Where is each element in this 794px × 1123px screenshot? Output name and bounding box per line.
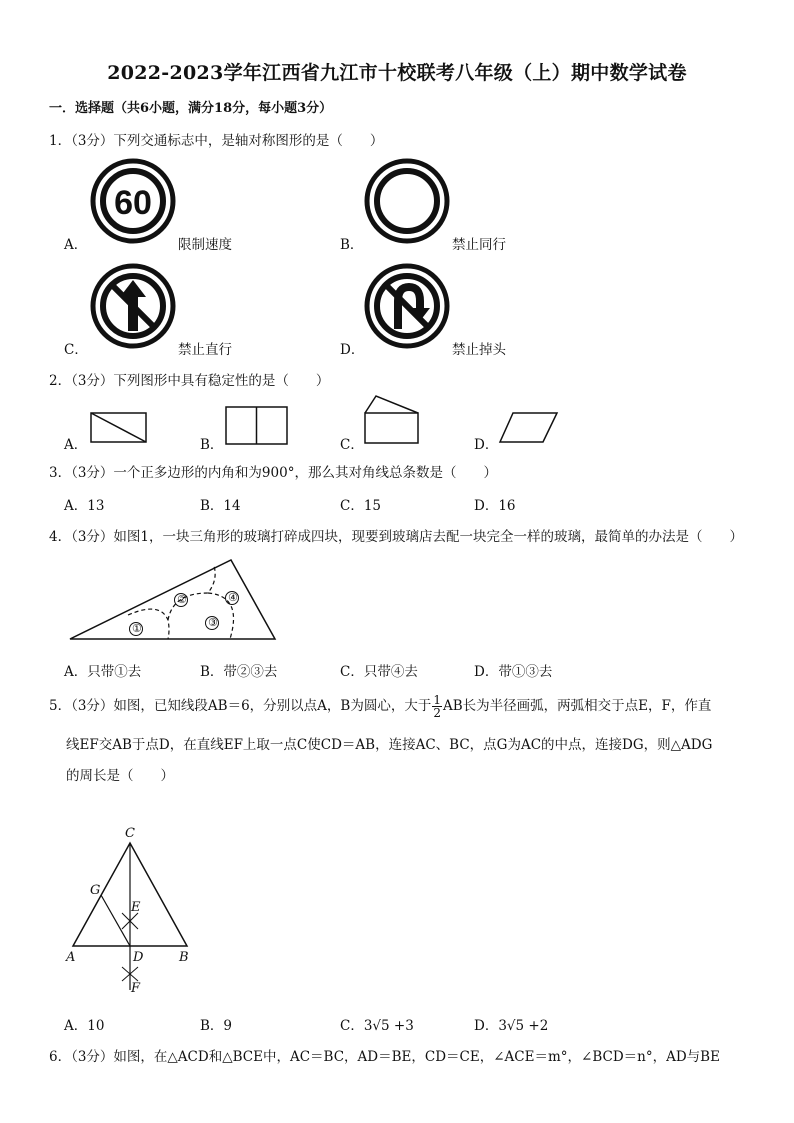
q2-option-b-label: B． bbox=[200, 437, 224, 453]
speed-limit-value: 60 bbox=[114, 184, 152, 222]
rectangle-with-diagonal-icon bbox=[90, 412, 148, 444]
rectangle-split-vertical-icon bbox=[225, 406, 289, 446]
question-3-stem: 3．（3分）一个正多边形的内角和为900°，那么其对角线总条数是（ ） bbox=[49, 465, 497, 481]
q2-option-d-label: D． bbox=[474, 437, 499, 453]
q2-option-a-label: A． bbox=[64, 437, 88, 453]
q4-option-d-text: 带①③去 bbox=[498, 664, 553, 680]
q4-option-d bbox=[474, 660, 552, 680]
q5-point-c-label: C bbox=[125, 826, 135, 841]
q1-option-d-label: D． bbox=[340, 342, 365, 358]
broken-glass-triangle-figure bbox=[68, 558, 278, 642]
q4-option-d-label: D． bbox=[474, 664, 499, 680]
question-4-stem: 4．（3分）如图1，一块三角形的玻璃打碎成四块，现要到玻璃店去配一块完全一样的玻璃，最简单的办法是（ ） bbox=[49, 529, 744, 545]
no-straight-sign-icon bbox=[90, 263, 176, 349]
q4-option-c-text: 只带④去 bbox=[363, 664, 418, 680]
q5-frac-den: 2 bbox=[433, 706, 441, 720]
q1-option-b-label: B． bbox=[340, 237, 364, 253]
q5-point-a-label: A bbox=[66, 950, 76, 965]
q5-point-b-label: B bbox=[179, 950, 189, 965]
parallelogram-icon bbox=[499, 412, 559, 444]
exam-title: 2022-2023学年江西省九江市十校联考八年级（上）期中数学试卷 bbox=[107, 62, 687, 84]
fig4-piece-1-label bbox=[132, 622, 140, 635]
question-5-stem-line1 bbox=[49, 694, 711, 719]
q5-fraction bbox=[432, 694, 442, 719]
q5-option-d-label: D． bbox=[474, 1018, 499, 1034]
rectangle-with-roof-icon bbox=[364, 395, 420, 445]
q1-option-c-caption: 禁止直行 bbox=[178, 342, 232, 358]
q3-option-b-text: 14 bbox=[223, 498, 241, 514]
q5-triangle-figure bbox=[70, 840, 190, 1000]
q4-option-b-label: B． bbox=[200, 664, 224, 680]
question-6-stem: 6．（3分）如图，在△ACD和△BCE中，AC＝BC，AD＝BE，CD＝CE，∠ACE＝m°，∠BCD＝n°，AD与BE bbox=[49, 1049, 720, 1065]
q5-option-c bbox=[340, 1014, 414, 1034]
q3-option-a-text: 13 bbox=[87, 498, 105, 514]
q3-option-c-text: 15 bbox=[363, 498, 382, 514]
no-vehicles-sign-icon bbox=[364, 158, 450, 244]
q4-option-a bbox=[64, 660, 141, 680]
q5-frac-num: 1 bbox=[433, 693, 441, 707]
q5-stem-part1: 5．（3分）如图，已知线段AB＝6，分别以点A，B为圆心，大于 bbox=[49, 698, 432, 714]
q3-option-b bbox=[200, 494, 241, 514]
q3-option-c bbox=[340, 494, 381, 514]
q3-option-d-label: D． bbox=[474, 498, 499, 514]
q5-option-b-text: 9 bbox=[223, 1018, 233, 1034]
q4-option-a-label: A． bbox=[64, 664, 88, 680]
q5-stem-part2: AB长为半径画弧，两弧相交于点E，F，作直 bbox=[443, 698, 712, 714]
q5-point-d-label: D bbox=[133, 950, 144, 965]
q5-option-c-label: C． bbox=[340, 1018, 364, 1034]
q3-option-d-text: 16 bbox=[498, 498, 516, 514]
q3-option-c-label: C． bbox=[340, 498, 364, 514]
fig4-piece-4-label bbox=[228, 591, 236, 604]
q5-option-d-text: 3√5 +2 bbox=[498, 1018, 549, 1034]
q4-option-c-label: C． bbox=[340, 664, 364, 680]
fig4-label-4: ④ bbox=[228, 591, 238, 604]
q3-option-b-label: B． bbox=[200, 498, 224, 514]
question-5-stem-line2: 线EF交AB于点D，在直线EF上取一点C使CD＝AB，连接AC、BC，点G为AC的中点，连接DG，则△ADG bbox=[66, 737, 713, 753]
question-5-stem-line3: 的周长是（ ） bbox=[66, 768, 174, 784]
q4-option-b bbox=[200, 660, 277, 680]
question-1-stem: 1．（3分）下列交通标志中，是轴对称图形的是（ ） bbox=[49, 133, 384, 149]
fig4-piece-2-label bbox=[177, 593, 185, 606]
q3-option-a-label: A． bbox=[64, 498, 88, 514]
q5-option-b-label: B． bbox=[200, 1018, 224, 1034]
fig4-piece-3-label bbox=[208, 616, 216, 629]
fig4-label-3: ③ bbox=[208, 616, 218, 629]
fig4-label-2: ② bbox=[177, 593, 187, 606]
q5-point-f-label: F bbox=[131, 981, 141, 996]
q5-option-a-text: 10 bbox=[87, 1018, 105, 1034]
q5-option-a-label: A． bbox=[64, 1018, 88, 1034]
q4-option-b-text: 带②③去 bbox=[223, 664, 278, 680]
q1-option-c-label: C． bbox=[64, 342, 88, 358]
q1-option-a-label: A． bbox=[64, 237, 88, 253]
q1-option-a-caption: 限制速度 bbox=[178, 237, 232, 253]
q5-point-e-label: E bbox=[131, 900, 141, 915]
q1-option-d-caption: 禁止掉头 bbox=[452, 342, 506, 358]
question-2-stem: 2．（3分）下列图形中具有稳定性的是（ ） bbox=[49, 373, 330, 389]
speed-limit-sign-icon bbox=[90, 158, 176, 244]
q5-point-g-label: G bbox=[90, 883, 101, 898]
fig4-label-1: ① bbox=[132, 622, 142, 635]
q1-option-b-caption: 禁止同行 bbox=[452, 237, 506, 253]
q5-option-b bbox=[200, 1014, 232, 1034]
q4-option-a-text: 只带①去 bbox=[87, 664, 142, 680]
q2-option-c-label: C． bbox=[340, 437, 364, 453]
section-heading: 一．选择题（共6小题，满分18分，每小题3分） bbox=[49, 101, 333, 116]
q5-option-c-text: 3√5 +3 bbox=[363, 1018, 414, 1034]
q3-option-d bbox=[474, 494, 516, 514]
q5-option-a bbox=[64, 1014, 104, 1034]
q5-option-d bbox=[474, 1014, 548, 1034]
q4-option-c bbox=[340, 660, 418, 680]
no-u-turn-sign-icon bbox=[364, 263, 450, 349]
q3-option-a bbox=[64, 494, 104, 514]
